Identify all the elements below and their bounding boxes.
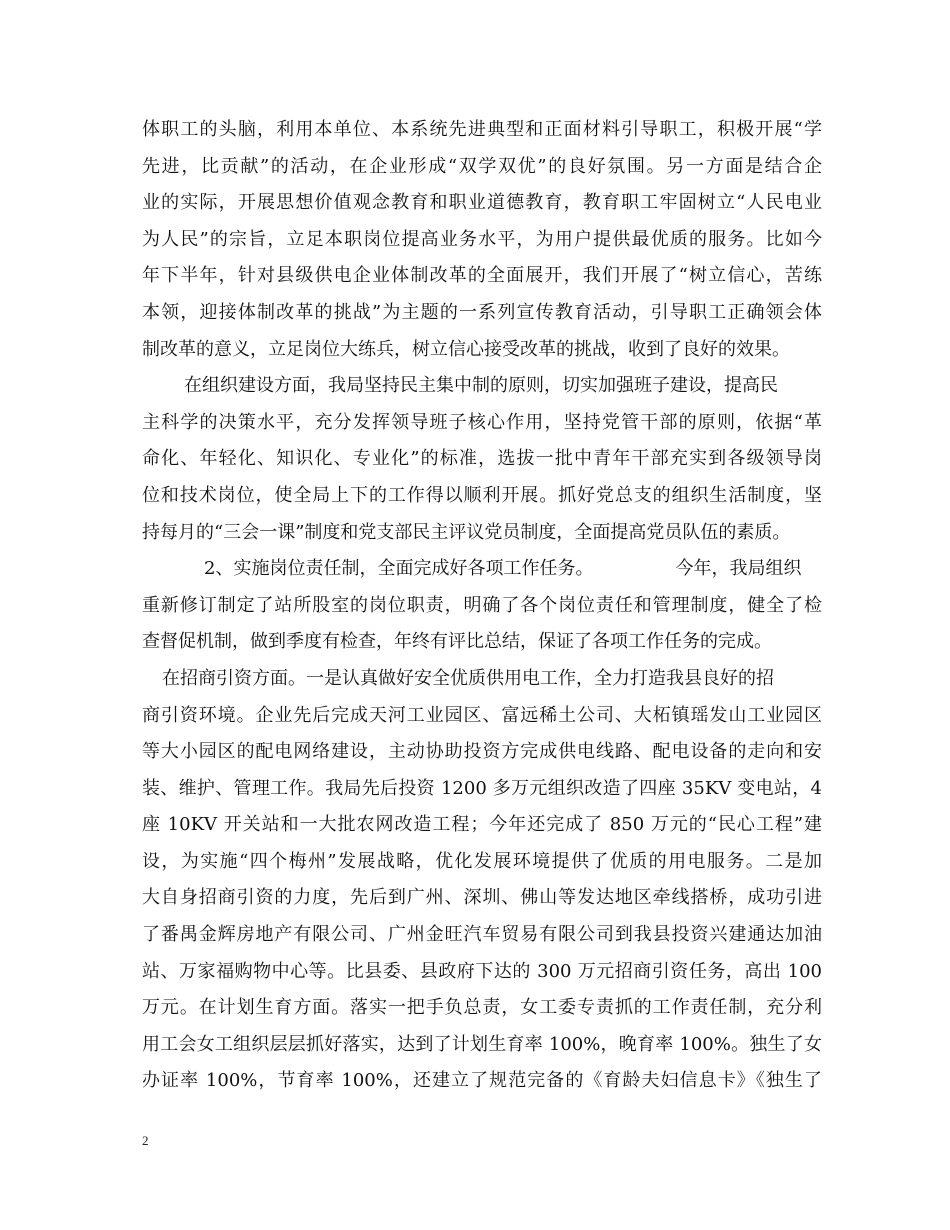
page-number: 2 (142, 1133, 149, 1148)
text-line: 等大小园区的配电网络建设，主动协助投资方完成供电线路、配电设备的走向和安 (142, 741, 822, 763)
text-line: 了番禺金辉房地产有限公司、广州金旺汽车贸易有限公司到我县投资兴建通达加油 (142, 924, 822, 946)
text-line: 大自身招商引资的力度，先后到广州、深圳、佛山等发达地区牵线搭桥，成功引进 (142, 887, 822, 909)
text-line: 站、万家福购物中心等。比县委、县政府下达的 300 万元招商引资任务，高出 100 (142, 960, 822, 982)
text-line: 重新修订制定了站所股室的岗位职责，明确了各个岗位责任和管理制度，健全了检 (142, 594, 822, 616)
text-line: 商引资环境。企业先后完成天河工业园区、富远稀土公司、大柘镇瑶发山工业园区 (142, 704, 822, 726)
text-line: 先进，比贡献”的活动，在企业形成“双学双优”的良好氛围。另一方面是结合企 (142, 155, 822, 177)
text-line: 本领，迎接体制改革的挑战”为主题的一系列宣传教育活动，引导职工正确领会体 (142, 301, 822, 323)
text-line-indented: 在组织建设方面，我局坚持民主集中制的原则，切实加强班子建设，提高民 (184, 375, 778, 397)
text-line: 设，为实施“四个梅州”发展战略，优化发展环境提供了优质的用电服务。二是加 (142, 850, 822, 872)
text-line: 为人民”的宗旨，立足本职岗位提高业务水平，为用户提供最优质的服务。比如今 (142, 228, 822, 250)
text-line: 装、维护、管理工作。我局先后投资 1200 多万元组织改造了四座 35KV 变电站，4 (142, 777, 822, 799)
text-line: 位和技术岗位，使全局上下的工作得以顺利开展。抓好党总支的组织生活制度，坚 (142, 484, 822, 506)
text-line: 用工会女工组织层层抓好落实，达到了计划生育率 100%，晚育率 100%。独生了女 (142, 1033, 822, 1055)
text-line: 体职工的头脑，利用本单位、本系统先进典型和正面材料引导职工，积极开展“学 (142, 119, 822, 140)
text-line: 万元。在计划生育方面。落实一把手负总责，女工委专责抓的工作责任制，充分利 (142, 997, 822, 1019)
section-heading: 2、实施岗位责任制，全面完成好各项工作任务。 (204, 558, 594, 580)
text-line: 制改革的意义，立足岗位大练兵，树立信心接受改革的挑战，收到了良好的效果。 (142, 338, 790, 360)
text-line: 主科学的决策水平，充分发挥领导班子核心作用，坚持党管干部的原则，依据“革 (142, 411, 822, 433)
section-lead-text: 今年，我局组织 (675, 558, 802, 580)
text-line: 年下半年，针对县级供电企业体制改革的全面展开，我们开展了“树立信心，苦练 (142, 265, 822, 287)
text-line: 业的实际，开展思想价值观念教育和职业道德教育，教育职工牢固树立“人民电业 (142, 192, 822, 214)
text-line: 座 10KV 开关站和一大批农网改造工程；今年还完成了 850 万元的“民心工程”建 (142, 814, 822, 836)
text-line: 持每月的“三会一课”制度和党支部民主评议党员制度，全面提高党员队伍的素质。 (142, 521, 791, 543)
text-line: 查督促机制，做到季度有检查，年终有评比总结，保证了各项工作任务的完成。 (142, 631, 772, 653)
text-line: 办证率 100%，节育率 100%，还建立了规范完备的《育龄夫妇信息卡》《独生了 (142, 1070, 822, 1092)
text-line-indented: 在招商引资方面。一是认真做好安全优质供用电工作，全力打造我县良好的招 (162, 667, 774, 689)
section-heading-line (142, 551, 822, 588)
text-line: 命化、年轻化、知识化、专业化”的标准，选拔一批中青年干部充实到各级领导岗 (142, 448, 822, 470)
document-body (142, 112, 822, 1100)
